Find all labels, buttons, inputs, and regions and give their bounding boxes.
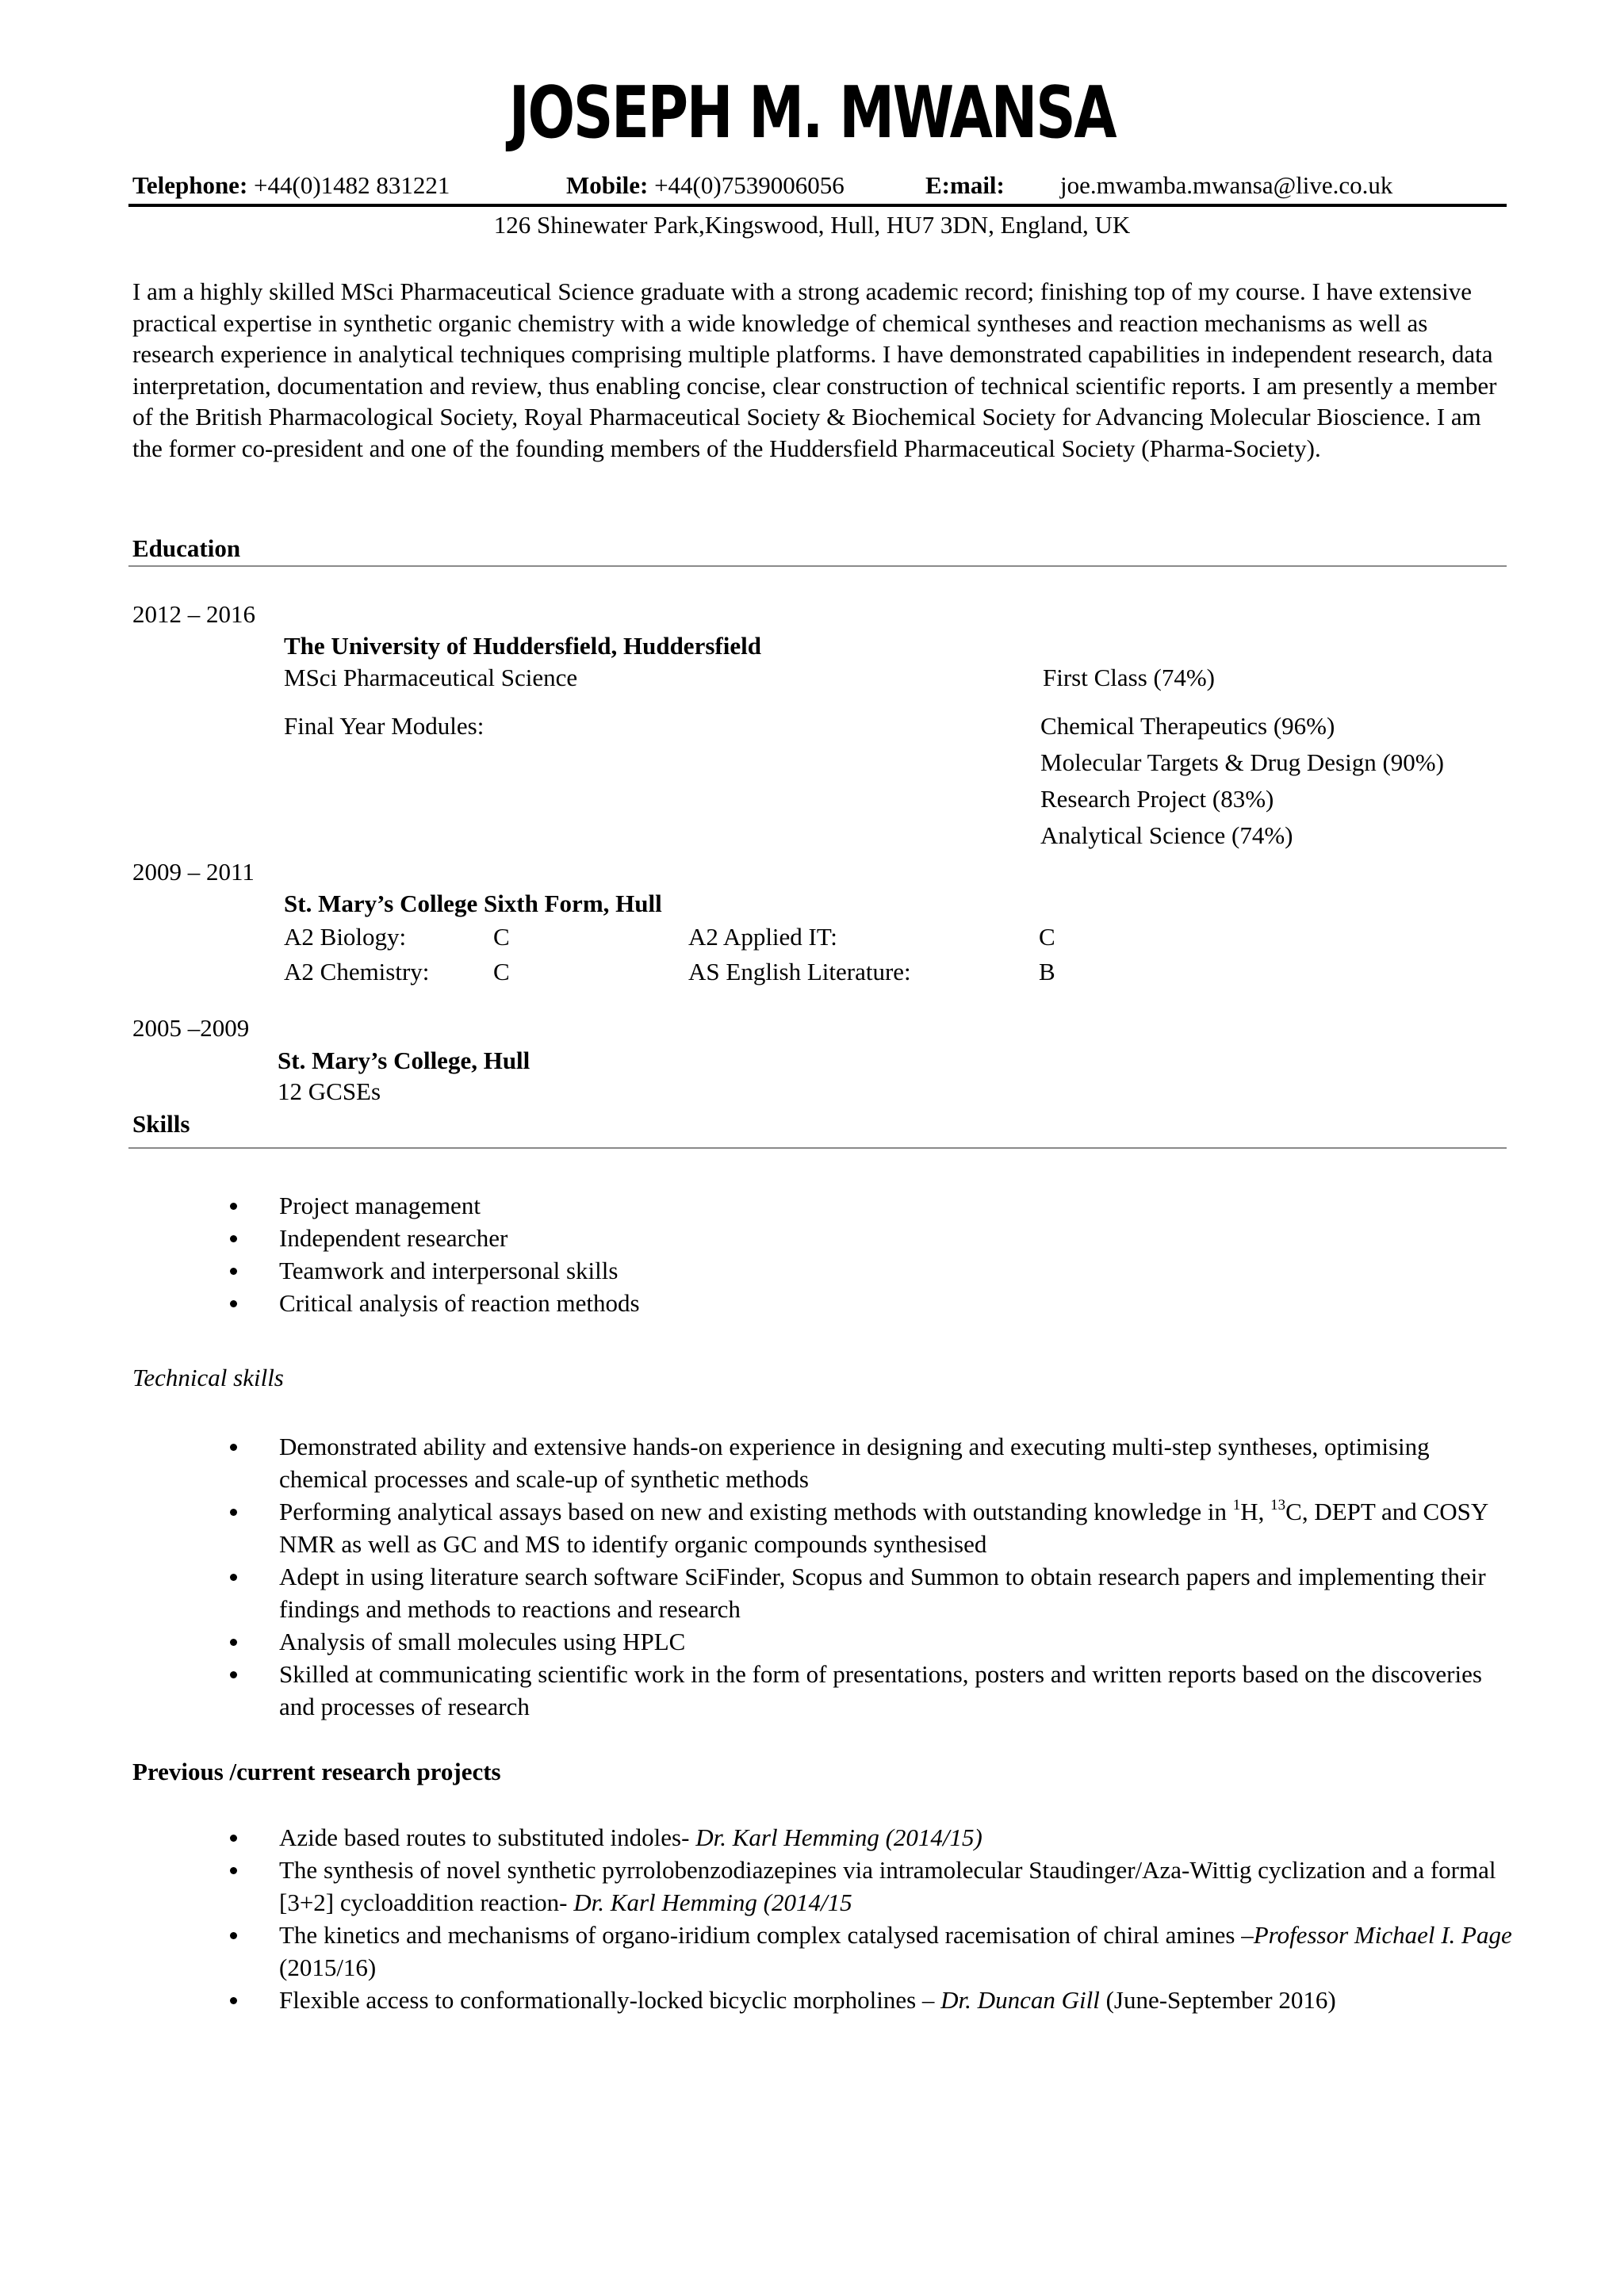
college-qualification: 12 GCSEs — [278, 1077, 381, 1105]
module-item: Chemical Therapeutics (96%) — [1040, 712, 1335, 740]
subject-grade: C — [493, 958, 510, 985]
modules-label: Final Year Modules: — [284, 712, 485, 740]
education-heading: Education — [132, 534, 241, 562]
list-item: Adept in using literature search software SciFinder, Scopus and Summon to obtain research papers and implementing their findings and methods to reactions and research — [198, 1560, 1515, 1625]
list-item: Independent researcher — [198, 1222, 1515, 1254]
subject-name: A2 Biology: — [284, 923, 407, 951]
technical-skills-heading: Technical skills — [132, 1364, 284, 1391]
mobile-value: +44(0)7539006056 — [654, 171, 845, 199]
mobile-line — [566, 170, 845, 201]
list-item: Project management — [198, 1189, 1515, 1222]
list-item: Teamwork and interpersonal skills — [198, 1254, 1515, 1287]
address: 126 Shinewater Park,Kingswood, Hull, HU7 3DN, England, UK — [493, 211, 1131, 239]
personal-summary: I am a highly skilled MSci Pharmaceutical Science graduate with a strong academic record; finishing top of my course. I have extensive practical expertise in synthetic organic chemistry with a wide knowledge of chemical syntheses and reaction mechanisms as well as research experience in analytical techniques comprising multiple platforms. I have demonstrated capabilities in independent research, data interpretation, documentation and review, thus enabling concise, clear construction of technical scientific reports. I am presently a member of the British Pharmacological Society, Royal Pharmaceutical Society & Biochemical Society for Advancing Molecular Bioscience. I am the former co-president and one of the founding members of the Huddersfield Pharmaceutical Society (Pharma-Society). — [132, 277, 1497, 462]
subject-grade: B — [1039, 958, 1055, 985]
mobile-label: Mobile: — [566, 171, 649, 199]
uni-grade: First Class (74%) — [1043, 664, 1215, 691]
candidate-name: JOSEPH M. MWANSA — [508, 71, 1116, 155]
research-list — [198, 1821, 1515, 2016]
sixth-form-institution: St. Mary’s College Sixth Form, Hull — [284, 890, 662, 917]
list-item: Critical analysis of reaction methods — [198, 1287, 1515, 1319]
subject-name: AS English Literature: — [688, 958, 911, 985]
subject-name: A2 Applied IT: — [688, 923, 837, 951]
email-label: E:mail: — [925, 171, 1005, 199]
header-divider — [128, 204, 1507, 207]
module-item: Analytical Science (74%) — [1040, 821, 1293, 849]
skills-list — [198, 1189, 1515, 1319]
subject-name: A2 Chemistry: — [284, 958, 430, 985]
list-item: The synthesis of novel synthetic pyrrolobenzodiazepines via intramolecular Staudinger/Aza-Wittig cyclization and a formal [3+2] cycloaddition reaction- Dr. Karl Hemming (2014/15 — [198, 1854, 1515, 1919]
module-item: Molecular Targets & Drug Design (90%) — [1040, 748, 1444, 776]
research-heading: Previous /current research projects — [132, 1758, 501, 1785]
subject-grade: C — [1039, 923, 1055, 951]
uni-dates: 2012 – 2016 — [132, 600, 255, 628]
list-item: Analysis of small molecules using HPLC — [198, 1625, 1515, 1658]
subject-grade: C — [493, 923, 510, 951]
skills-heading: Skills — [132, 1110, 190, 1138]
education-divider — [128, 565, 1507, 567]
module-item: Research Project (83%) — [1040, 785, 1274, 813]
telephone-line — [132, 170, 450, 201]
list-item: Skilled at communicating scientific work in the form of presentations, posters and written reports based on the discoveries and processes of research — [198, 1658, 1515, 1723]
email-link[interactable]: joe.mwamba.mwansa@live.co.uk — [1060, 171, 1393, 199]
telephone-label: Telephone: — [132, 171, 248, 199]
college-dates: 2005 –2009 — [132, 1014, 250, 1042]
uni-institution: The University of Huddersfield, Huddersfield — [284, 632, 761, 660]
skills-divider — [128, 1147, 1507, 1149]
list-item: The kinetics and mechanisms of organo-iridium complex catalysed racemisation of chiral amines –Professor Michael I. Page (2015/16) — [198, 1919, 1515, 1984]
college-institution: St. Mary’s College, Hull — [278, 1047, 530, 1074]
sixth-form-dates: 2009 – 2011 — [132, 858, 255, 886]
list-item: Demonstrated ability and extensive hands-on experience in designing and executing multi-step syntheses, optimising chemical processes and scale-up of synthetic methods — [198, 1430, 1515, 1495]
uni-course: MSci Pharmaceutical Science — [284, 664, 578, 691]
list-item: Azide based routes to substituted indoles- Dr. Karl Hemming (2014/15) — [198, 1821, 1515, 1854]
list-item: Flexible access to conformationally-locked bicyclic morpholines – Dr. Duncan Gill (June-September 2016) — [198, 1984, 1515, 2016]
telephone-value: +44(0)1482 831221 — [254, 171, 450, 199]
list-item: Performing analytical assays based on new and existing methods with outstanding knowledge in $^1$H, $^{13}$C, DEPT and COSY NMR as well as GC and MS to identify organic compounds synthesised — [198, 1495, 1515, 1560]
technical-skills-list — [198, 1430, 1515, 1723]
